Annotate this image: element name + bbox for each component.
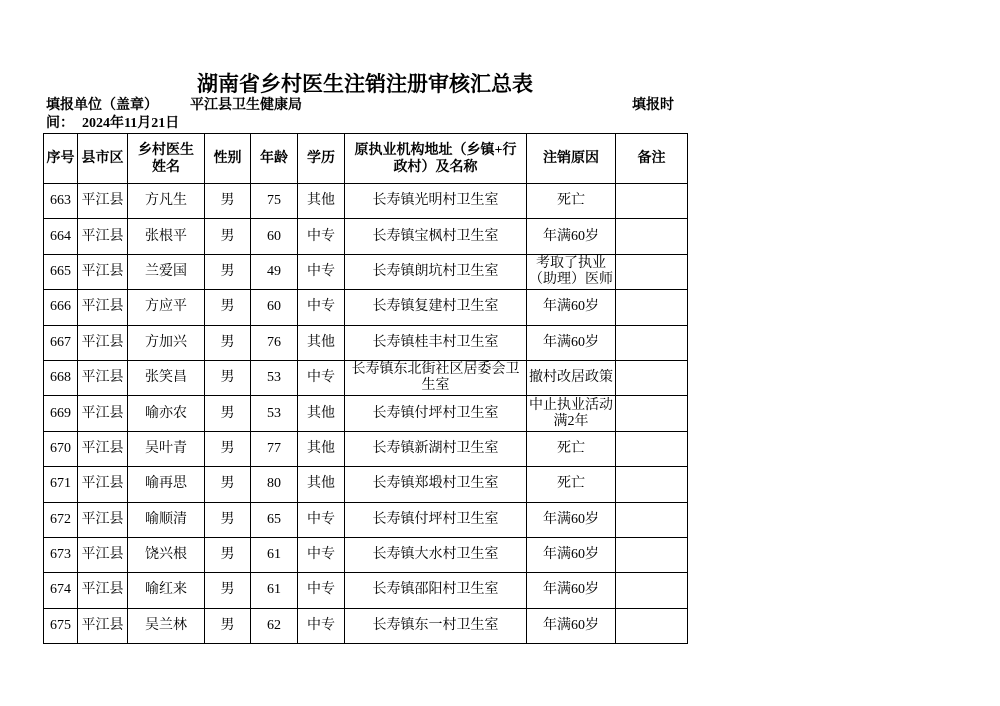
cell-gender [205,608,251,643]
cell-age [251,467,298,502]
cell-serial-number-text: 674 [50,582,71,598]
cell-cancel-reason [527,396,616,431]
cell-county [78,396,128,431]
cell-institution-text: 长寿镇新湖村卫生室 [372,440,499,456]
cell-serial-number [44,431,78,466]
cell-serial-number [44,254,78,289]
cell-remark [616,360,688,395]
cell-gender [205,467,251,502]
cell-institution-text: 长寿镇东北街社区居委会卫生室 [351,362,520,394]
cell-cancel-reason-text: 年满60岁 [543,617,599,633]
header-age: 年龄 [251,134,298,184]
cell-serial-number [44,290,78,325]
cell-doctor-name [128,467,205,502]
cell-serial-number [44,537,78,572]
cell-gender-text: 男 [220,511,235,527]
cell-serial-number [44,325,78,360]
cell-serial-number [44,502,78,537]
cell-gender [205,219,251,254]
cell-county-text: 平江县 [81,440,124,456]
cell-doctor-name [128,254,205,289]
cell-county-text: 平江县 [81,617,124,633]
table-row [44,608,688,643]
cell-cancel-reason [527,608,616,643]
cell-cancel-reason [527,502,616,537]
cell-cancel-reason [527,325,616,360]
table-body [44,184,688,644]
cell-remark [616,537,688,572]
cell-age [251,254,298,289]
cell-gender [205,290,251,325]
cell-institution [345,537,527,572]
cell-institution-text: 长寿镇付坪村卫生室 [372,405,499,421]
cell-education [298,573,345,608]
cell-institution-text: 长寿镇大水村卫生室 [372,547,499,563]
cell-county-text: 平江县 [81,476,124,492]
cell-institution-text: 长寿镇桂丰村卫生室 [372,334,499,350]
table-row [44,502,688,537]
cell-education [298,608,345,643]
table-row [44,396,688,431]
cell-county [78,254,128,289]
header-institution-text: 原执业机构地址（乡镇+行政村）及名称 [354,142,517,175]
cell-age [251,608,298,643]
cell-cancel-reason-text: 死亡 [557,440,585,456]
cell-education [298,360,345,395]
report-date-label: 填报时 [632,98,674,113]
cell-gender-text: 男 [220,547,235,563]
cell-doctor-name-text: 兰爱国 [145,263,187,279]
cell-county-text: 平江县 [81,193,124,209]
cell-gender-text: 男 [220,228,235,244]
cell-gender-text: 男 [220,370,235,386]
table-row [44,184,688,219]
cell-institution [345,325,527,360]
cell-gender-text: 男 [220,617,235,633]
cell-age-text: 61 [267,547,281,563]
cell-serial-number [44,573,78,608]
cell-gender-text: 男 [220,193,235,209]
cell-education-text: 中专 [307,228,335,244]
header-doctor-name [128,134,205,184]
cell-gender [205,360,251,395]
cell-serial-number-text: 672 [50,511,71,527]
cell-county [78,573,128,608]
cell-serial-number-text: 665 [50,263,71,279]
cell-education-text: 其他 [307,193,335,209]
cell-age [251,219,298,254]
cell-serial-number-text: 673 [50,547,71,563]
cell-doctor-name [128,537,205,572]
cell-county-text: 平江县 [81,334,124,350]
cell-remark [616,431,688,466]
header-serial-number: 序号 [44,134,78,184]
cell-age [251,290,298,325]
cell-cancel-reason-text: 死亡 [557,193,585,209]
cell-education [298,290,345,325]
cell-cancel-reason-text: 年满60岁 [543,228,599,244]
cell-county-text: 平江县 [81,263,124,279]
cell-age [251,325,298,360]
cell-doctor-name-text: 方应平 [145,299,187,315]
cell-cancel-reason [527,184,616,219]
report-date-label-tail: 间： [46,116,74,131]
cell-education-text: 中专 [307,547,335,563]
cell-doctor-name-text: 喻顺清 [145,511,187,527]
table-row [44,360,688,395]
cell-serial-number [44,467,78,502]
cell-gender [205,431,251,466]
cell-county [78,537,128,572]
table-row [44,219,688,254]
cell-institution [345,608,527,643]
cell-doctor-name-text: 喻亦农 [145,405,187,421]
cell-serial-number-text: 669 [50,405,71,421]
cell-age [251,573,298,608]
cell-education [298,325,345,360]
cell-cancel-reason [527,219,616,254]
cell-remark [616,608,688,643]
cell-doctor-name [128,360,205,395]
page-title: 湖南省乡村医生注销注册审核汇总表 [197,72,533,96]
cell-institution-text: 长寿镇东一村卫生室 [372,617,499,633]
cell-doctor-name-text: 吴叶青 [145,440,187,456]
cell-institution-text: 长寿镇邵阳村卫生室 [372,582,499,598]
cell-education [298,537,345,572]
cell-doctor-name [128,573,205,608]
cell-age-text: 80 [267,476,281,492]
cell-cancel-reason [527,360,616,395]
cell-cancel-reason-text: 年满60岁 [543,299,599,315]
cell-doctor-name [128,290,205,325]
cell-institution [345,502,527,537]
cell-cancel-reason-text: 撤村改居政策 [529,370,613,386]
cell-doctor-name [128,608,205,643]
cell-education-text: 中专 [307,299,335,315]
cell-county-text: 平江县 [81,511,124,527]
cell-age [251,396,298,431]
cell-gender-text: 男 [220,582,235,598]
cell-age-text: 60 [267,299,281,315]
cell-education-text: 中专 [307,511,335,527]
cell-remark [616,290,688,325]
cell-remark [616,396,688,431]
cell-age [251,537,298,572]
cell-gender-text: 男 [220,440,235,456]
cell-county [78,502,128,537]
cell-cancel-reason [527,573,616,608]
table-row [44,467,688,502]
cell-county-text: 平江县 [81,370,124,386]
cell-serial-number-text: 668 [50,370,71,386]
header-county: 县市区 [78,134,128,184]
cell-cancel-reason-text: 年满60岁 [543,334,599,350]
cell-institution [345,290,527,325]
cell-doctor-name-text: 张笑昌 [145,370,187,386]
cell-doctor-name-text: 张根平 [145,228,187,244]
cell-cancel-reason [527,254,616,289]
cell-cancel-reason-text: 死亡 [557,476,585,492]
cell-doctor-name-text: 喻红来 [145,582,187,598]
cell-age [251,184,298,219]
cell-cancel-reason-text: 年满60岁 [543,511,599,527]
cell-gender [205,184,251,219]
cell-institution-text: 长寿镇光明村卫生室 [372,193,499,209]
cell-gender [205,502,251,537]
cell-education-text: 中专 [307,582,335,598]
cell-institution-text: 长寿镇复建村卫生室 [372,299,499,315]
cell-serial-number [44,184,78,219]
cell-cancel-reason-text: 年满60岁 [543,582,599,598]
summary-table [43,133,688,644]
cell-age-text: 75 [267,193,281,209]
reporting-unit-label: 填报单位（盖章） [46,98,158,113]
cell-doctor-name [128,325,205,360]
cell-institution [345,467,527,502]
cell-doctor-name-text: 方加兴 [145,334,187,350]
cell-remark [616,184,688,219]
cell-education-text: 中专 [307,370,335,386]
header-remark: 备注 [616,134,688,184]
table-row [44,431,688,466]
cell-institution-text: 长寿镇宝枫村卫生室 [372,228,499,244]
table-row [44,254,688,289]
cell-education [298,184,345,219]
cell-cancel-reason-text: 年满60岁 [543,547,599,563]
cell-education [298,467,345,502]
cell-institution-text: 长寿镇付坪村卫生室 [372,511,499,527]
header-education: 学历 [298,134,345,184]
cell-county [78,431,128,466]
cell-county-text: 平江县 [81,405,124,421]
cell-serial-number-text: 667 [50,334,71,350]
table-row [44,290,688,325]
cell-age [251,360,298,395]
cell-institution [345,573,527,608]
cell-age-text: 61 [267,582,281,598]
cell-age-text: 77 [267,440,281,456]
cell-county-text: 平江县 [81,228,124,244]
cell-education-text: 其他 [307,405,335,421]
cell-age-text: 76 [267,334,281,350]
cell-doctor-name-text: 饶兴根 [145,547,187,563]
cell-serial-number [44,360,78,395]
cell-remark [616,325,688,360]
cell-doctor-name [128,219,205,254]
cell-education [298,396,345,431]
cell-county [78,467,128,502]
header-gender: 性别 [205,134,251,184]
cell-serial-number [44,219,78,254]
cell-serial-number-text: 675 [50,617,71,633]
cell-remark [616,573,688,608]
cell-doctor-name [128,502,205,537]
cell-education-text: 其他 [307,334,335,350]
cell-remark [616,254,688,289]
cell-education [298,431,345,466]
cell-serial-number [44,608,78,643]
cell-gender-text: 男 [220,405,235,421]
table-row [44,537,688,572]
cell-gender [205,396,251,431]
cell-serial-number [44,396,78,431]
table-row [44,325,688,360]
cell-county [78,290,128,325]
cell-institution [345,360,527,395]
cell-cancel-reason [527,467,616,502]
cell-county-text: 平江县 [81,547,124,563]
cell-gender-text: 男 [220,263,235,279]
cell-institution [345,184,527,219]
cell-age-text: 53 [267,405,281,421]
cell-education-text: 中专 [307,617,335,633]
cell-serial-number-text: 666 [50,299,71,315]
cell-remark [616,219,688,254]
table-header-row [44,134,688,184]
cell-age [251,431,298,466]
cell-doctor-name [128,184,205,219]
cell-gender-text: 男 [220,299,235,315]
cell-cancel-reason [527,537,616,572]
cell-cancel-reason-text: 考取了执业（助理）医师 [529,255,613,287]
cell-institution [345,396,527,431]
header-doctor-name-text: 乡村医生姓名 [138,142,194,175]
cell-age-text: 53 [267,370,281,386]
cell-doctor-name-text: 方凡生 [145,193,187,209]
cell-county [78,219,128,254]
cell-serial-number-text: 663 [50,193,71,209]
cell-gender [205,537,251,572]
cell-doctor-name-text: 吴兰林 [145,617,187,633]
cell-county [78,360,128,395]
cell-doctor-name [128,431,205,466]
cell-serial-number-text: 664 [50,228,71,244]
cell-institution-text: 长寿镇朗坑村卫生室 [372,263,499,279]
cell-education [298,219,345,254]
cell-education [298,502,345,537]
cell-doctor-name [128,396,205,431]
header-cancel-reason: 注销原因 [527,134,616,184]
cell-gender [205,573,251,608]
cell-county-text: 平江县 [81,582,124,598]
cell-education [298,254,345,289]
cell-remark [616,467,688,502]
cell-county [78,608,128,643]
cell-remark [616,502,688,537]
report-date-value: 2024年11月21日 [82,116,180,131]
cell-age-text: 60 [267,228,281,244]
cell-education-text: 中专 [307,263,335,279]
cell-institution [345,219,527,254]
reporting-unit-value: 平江县卫生健康局 [190,98,302,113]
cell-cancel-reason [527,290,616,325]
header-institution [345,134,527,184]
cell-institution-text: 长寿镇郑塅村卫生室 [372,476,499,492]
cell-gender-text: 男 [220,334,235,350]
cell-gender-text: 男 [220,476,235,492]
cell-age-text: 49 [267,263,281,279]
cell-cancel-reason-text: 中止执业活动满2年 [529,397,613,429]
cell-serial-number-text: 671 [50,476,71,492]
cell-county [78,184,128,219]
cell-age [251,502,298,537]
table-row [44,573,688,608]
cell-county [78,325,128,360]
table-header [44,134,688,184]
cell-institution [345,254,527,289]
cell-education-text: 其他 [307,440,335,456]
cell-institution [345,431,527,466]
cell-age-text: 62 [267,617,281,633]
cell-age-text: 65 [267,511,281,527]
cell-education-text: 其他 [307,476,335,492]
cell-doctor-name-text: 喻再思 [145,476,187,492]
cell-county-text: 平江县 [81,299,124,315]
cell-gender [205,325,251,360]
cell-gender [205,254,251,289]
cell-serial-number-text: 670 [50,440,71,456]
cell-cancel-reason [527,431,616,466]
